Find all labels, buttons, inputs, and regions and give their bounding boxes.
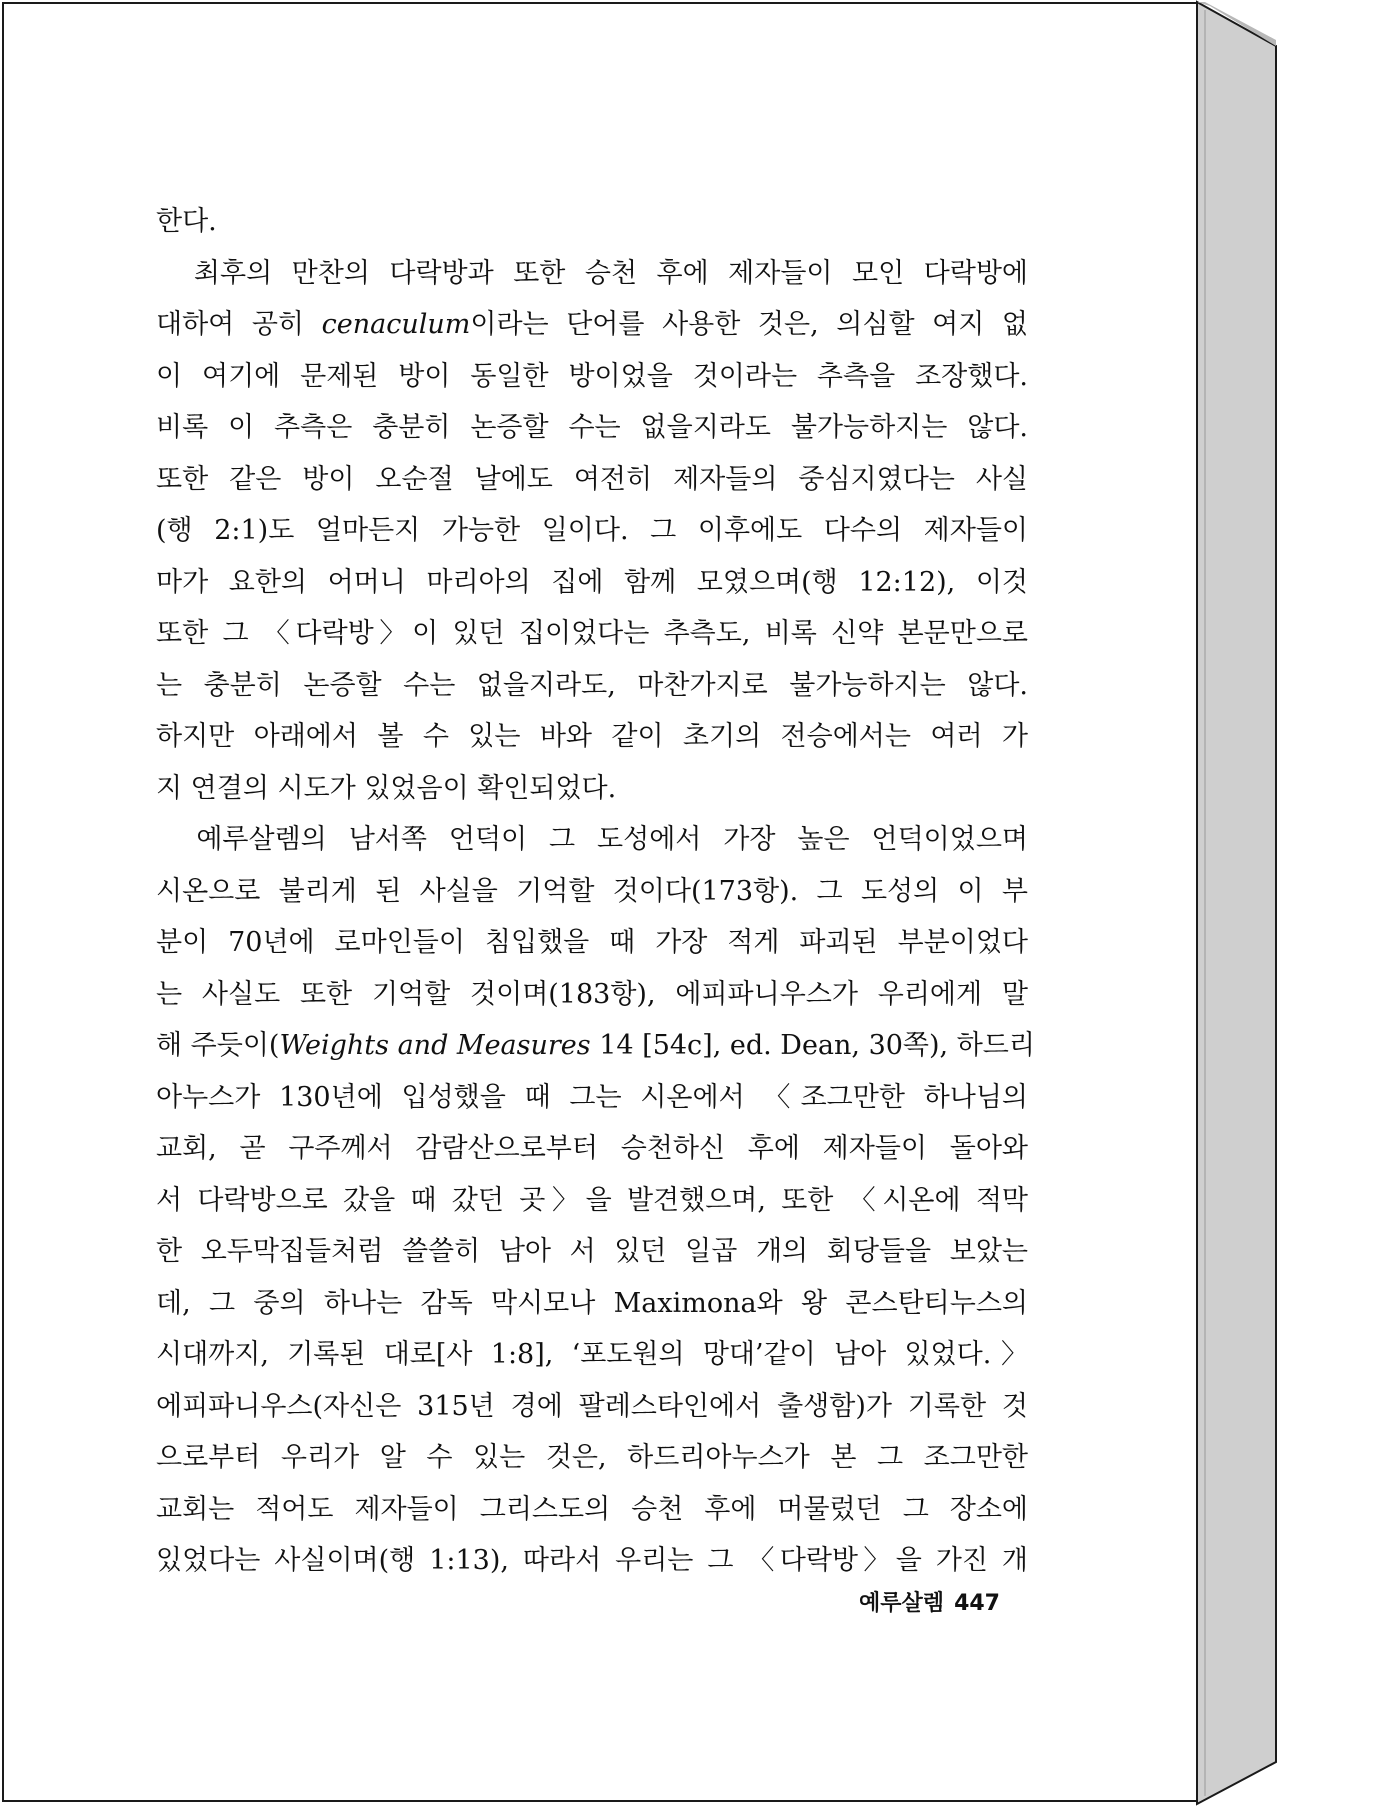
text-line: 으로부터 우리가 알 수 있는 것은, 하드리아누스가 본 그 조그만한	[156, 1442, 1028, 1473]
page-number: 447	[954, 1591, 1000, 1616]
text-line: 지 연결의 시도가 있었음이 확인되었다.	[156, 772, 617, 804]
text-line: 분이 70년에 로마인들이 침입했을 때 가장 적게 파괴된 부분이었다	[156, 927, 1028, 958]
text-line: 또한 같은 방이 오순절 날에도 여전히 제자들의 중심지였다는 사실	[156, 463, 1028, 495]
text-line: 서 다락방으로 갔을 때 갔던 곳〉을 발견했으며, 또한 〈시온에 적막	[156, 1184, 1028, 1216]
text-line: 한다.	[156, 206, 217, 237]
text-line: 예루살렘의 남서쪽 언덕이 그 도성에서 가장 높은 언덕이었으며	[156, 824, 1028, 855]
text-line: 는 충분히 논증할 수는 없을지라도, 마찬가지로 불가능하지는 않다.	[156, 669, 1028, 701]
italic-term: cenaculum	[321, 309, 471, 340]
text-line: 대하여 공히 cenaculum이라는 단어를 사용한 것은, 의심할 여지 없	[156, 309, 1028, 340]
text-line: 이 여기에 문제된 방이 동일한 방이었을 것이라는 추측을 조장했다.	[156, 360, 1028, 392]
text-line: 교회는 적어도 제자들이 그리스도의 승천 후에 머물렀던 그 장소에	[156, 1493, 1028, 1525]
text-line: 한 오두막집들처럼 쓸쓸히 남아 서 있던 일곱 개의 회당들을 보았는	[156, 1236, 1028, 1267]
text-line: 또한 그 〈다락방〉이 있던 집이었다는 추측도, 비록 신약 본문만으로	[156, 618, 1028, 649]
text-line: 교회, 곧 구주께서 감람산으로부터 승천하신 후에 제자들이 돌아와	[156, 1133, 1028, 1164]
text-line: 아누스가 130년에 입성했을 때 그는 시온에서 〈조그만한 하나님의	[156, 1081, 1028, 1113]
body-text	[156, 196, 1035, 1587]
text-line: 시대까지, 기록된 대로[사 1:8], ‘포도원의 망대’같이 남아 있었다.〉	[156, 1339, 1028, 1370]
running-head: 예루살렘	[859, 1591, 945, 1616]
text-line: 최후의 만찬의 다락방과 또한 승천 후에 제자들이 모인 다락방에	[156, 257, 1028, 289]
text-line: (행 2:1)도 얼마든지 가능한 일이다. 그 이후에도 다수의 제자들이	[156, 515, 1028, 546]
text-line: 에피파니우스(자신은 315년 경에 팔레스타인에서 출생함)가 기록한 것	[156, 1390, 1028, 1422]
page-footer	[820, 1586, 1000, 1617]
text-line: 데, 그 중의 하나는 감독 막시모나 Maximona와 왕 콘스탄티누스의	[156, 1287, 1028, 1319]
italic-term: Weights and Measures	[279, 1030, 591, 1061]
text-line: 비록 이 추측은 충분히 논증할 수는 없을지라도 불가능하지는 않다.	[156, 412, 1028, 443]
text-line: 는 사실도 또한 기억할 것이며(183항), 에피파니우스가 우리에게 말	[156, 978, 1028, 1010]
text-line: 해 주듯이(Weights and Measures 14 [54c], ed. Dean, 30쪽), 하드리	[156, 1030, 1035, 1061]
text-line: 시온으로 불리게 된 사실을 기억할 것이다(173항). 그 도성의 이 부	[156, 875, 1028, 907]
text-line: 있었다는 사실이며(행 1:13), 따라서 우리는 그 〈다락방〉을 가진 개	[156, 1545, 1028, 1576]
text-line: 하지만 아래에서 볼 수 있는 바와 같이 초기의 전승에서는 여러 가	[156, 721, 1028, 752]
text-line: 마가 요한의 어머니 마리아의 집에 함께 모였으며(행 12:12), 이것	[156, 566, 1028, 598]
